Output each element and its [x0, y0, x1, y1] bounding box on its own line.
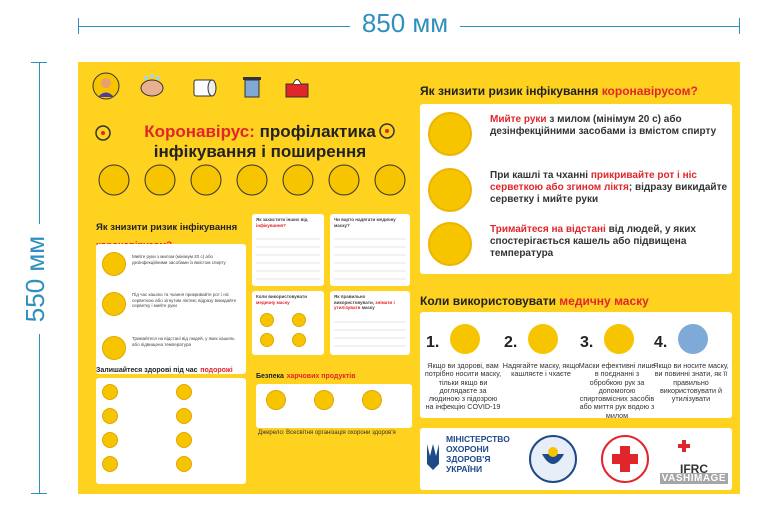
wear-mask-list — [334, 232, 406, 282]
right-tips-panel — [420, 104, 732, 274]
right-tip-1-text: Мийте руки з милом (мінімум 20 с) або дезінфекційними засобами із вмістом спирту — [490, 114, 717, 137]
protect-others-list — [256, 232, 320, 282]
cough-icon — [102, 292, 126, 316]
left-tip-3: Тримайтеся на відстані від людей, у яких кашель або підвищена температура — [132, 336, 235, 347]
travel-icon-8 — [176, 456, 192, 472]
cough-icon-large — [428, 168, 472, 212]
height-dimension-tick-bottom — [31, 493, 47, 494]
mask-step-icon-3 — [260, 333, 274, 347]
food-panel — [256, 384, 412, 428]
poster — [78, 62, 740, 494]
mask-step-icon-4 — [292, 333, 306, 347]
mask-heading: Коли використовувати медичну маску — [420, 294, 649, 308]
poster-title — [130, 122, 390, 162]
food-icon-3 — [362, 390, 382, 410]
food-icon-1 — [266, 390, 286, 410]
red-cross-logo — [600, 434, 650, 484]
travel-icon-4 — [102, 456, 118, 472]
poster-title-rest: профілактика інфікування і поширення — [153, 122, 376, 161]
illustration-row — [92, 162, 412, 198]
mask-step-2: 2. Надягайте маску, якщо кашляєте і чхаєте — [502, 324, 580, 432]
left-heading-text: Як знизити ризик інфікування — [96, 222, 238, 233]
wear-mask-heading: Чи варто надягати медичну маску? — [334, 217, 396, 228]
left-tip-1: Мийте руки з милом (мінімум 20 с) або дезінфекційними засобами із вмістом спирту — [132, 254, 226, 265]
travel-icon-2 — [102, 408, 118, 424]
handwash-icon — [102, 252, 126, 276]
virus-icon — [92, 122, 114, 144]
height-dimension-label: 550 мм — [20, 224, 54, 334]
tissue-box-icon — [283, 72, 311, 100]
when-mask-small-panel — [252, 291, 324, 355]
width-dimension-tick-left — [78, 18, 79, 34]
ukraine-emblem-logo — [528, 434, 578, 484]
wear-mask-panel — [330, 214, 410, 286]
food-heading: Безпека харчових продуктів — [256, 373, 356, 380]
right-tip-row-1 — [428, 110, 728, 160]
source-text: Джерело: Всесвітня організація охорони здоров'я — [258, 430, 396, 436]
mask-usage-heading: Як правильно використовувати, знімати і утилізувати маску — [334, 294, 395, 310]
mask-step-icon — [260, 313, 274, 327]
protect-others-panel — [252, 214, 324, 286]
trident-logo — [426, 442, 440, 472]
mask-step-4: 4. Якщо ви носите маску, ви повинні знати, як її правильно використовувати й утилізувати — [652, 324, 730, 432]
person-icon — [92, 72, 120, 100]
right-tip-row-2 — [428, 166, 728, 216]
mask-usage-list — [334, 315, 406, 351]
right-tip-2-text: При кашлі та чханні прикривайте рот і ніс серветкою або згином ліктя; відразу викидайте серветку і мийте руки — [490, 170, 728, 205]
width-dimension-tick-right — [739, 18, 740, 34]
mask-usage-panel — [330, 291, 410, 355]
travel-icon-6 — [176, 408, 192, 424]
travel-icon-5 — [176, 384, 192, 400]
protect-others-heading: Як захистити інших від інфікування? — [256, 217, 308, 228]
mask-step-3: 3. Маски ефективні лише в поєднанні з обробкою рук за допомогою спиртовмісних засобів або миття рук водою з милом — [578, 324, 656, 432]
ifrc-logo — [674, 436, 714, 460]
ifrc-text: IFRC — [680, 462, 708, 476]
width-dimension-label: 850 мм — [350, 8, 460, 42]
height-dimension-tick-top — [31, 62, 47, 63]
mask-steps-panel — [420, 312, 732, 418]
distance-icon-large — [428, 222, 472, 266]
poster-title-red: Коронавірус: — [144, 122, 255, 141]
trash-can-icon — [238, 72, 266, 100]
travel-panel — [96, 378, 246, 484]
right-heading: Як знизити ризик інфікування коронавірусом? — [420, 84, 698, 98]
when-mask-small-heading: Коли використовувати медичну маску — [256, 294, 307, 305]
toilet-paper-icon — [190, 72, 218, 100]
food-icon-2 — [314, 390, 334, 410]
left-tips-panel — [96, 244, 246, 374]
distance-icon — [102, 336, 126, 360]
mask-step-1: 1. Якщо ви здорові, вам потрібно носити маску, тільки якщо ви доглядаєте за людиною з підозрою на інфекцію COVID-19 — [424, 324, 502, 432]
ministry-text: МІНІСТЕРСТВО ОХОРОНИ ЗДОРОВ'Я УКРАЇНИ — [446, 434, 510, 474]
travel-icon-7 — [176, 432, 192, 448]
right-tip-3-text: Тримайтеся на відстані від людей, у яких спостерігається кашель або підвищена температура — [490, 224, 696, 259]
left-tip-2: Під час кашлю та чхання прикривайте рот і ніс серветкою або зігнутим ліктем; відразу викидайте серветку і мийте руки — [132, 292, 237, 308]
mask-step-icon-2 — [292, 313, 306, 327]
right-tip-row-3 — [428, 220, 728, 270]
travel-icon-3 — [102, 432, 118, 448]
watermark: VASHIMAGE — [661, 473, 726, 484]
handwash-icon-large — [428, 112, 472, 156]
hand-wash-icon — [138, 72, 166, 100]
travel-icon-1 — [102, 384, 118, 400]
travel-heading: Залишайтеся здорові під час подорожі — [96, 367, 233, 374]
